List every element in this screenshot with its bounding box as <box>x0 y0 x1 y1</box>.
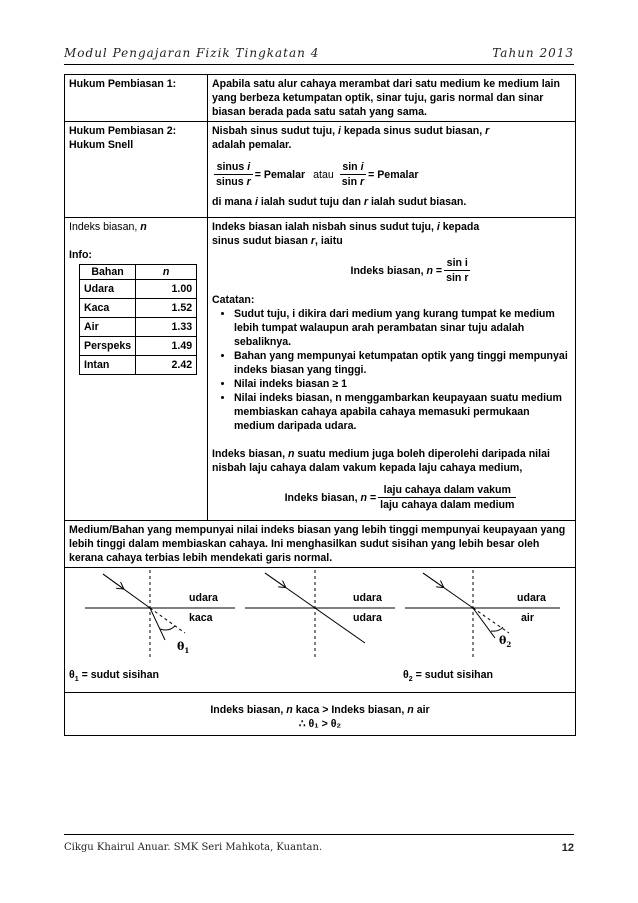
theta-1-label: $\theta_1$ <box>177 640 190 655</box>
diagram-udara-kaca <box>85 570 235 660</box>
caption-theta-2: $\theta_2$ = sudut sisihan <box>403 669 493 683</box>
row-summary <box>65 521 576 568</box>
conclusion-cell <box>65 693 576 736</box>
list-item: • Nilai indeks biasan, n menggambarkan keupayaan suatu medium membiaskan cahaya apabila cahaya memasuki permukaan medium daripada udara. <box>234 391 571 433</box>
label-udara-1: udara <box>189 592 218 604</box>
snell-fraction-1: $\frac{\text{sinus i}}{\text{sinus r}}$ <box>216 161 251 188</box>
row3-content: Indeks biasan ialah nisbah sinus sudut tuju, i kepada sinus sudut biasan r, iaitu Indeks biasan, n = $\frac{\text{sin i}}{\text{sin r}}$ Catatan: • Sudut tuju, i dikira dari medium yang kurang tumpat ke medium lebih tumpat walaupun arah perambatan sinar tuju adalah sebaliknya. • Bahan yang mempunyai ketumpatan optik yang tinggi mempunyai indeks biasan yang tinggi. • Nilai indeks biasan ≥ 1 • Nilai indeks biasan, n menggambarkan keupayaan suatu medium membiaskan cahaya apabila cahaya memasuki permukaan medium daripada udara. Indeks biasan, n suatu medium juga boleh diperolehi daripada nilai nisbah laju cahaya dalam vakum kepada laju cahaya medium, Indeks biasan, n = $\frac{\text{laju cahaya dalam vakum}}{\text{laju cahaya dalam medium}}$ <box>208 218 576 521</box>
label-udara-4: udara <box>517 592 546 604</box>
snell-note: di mana i ialah sudut tuju dan r ialah sudut biasan. <box>212 196 467 208</box>
laju-paragraph: Indeks biasan, n suatu medium juga boleh diperolehi daripada nilai nisbah laju cahaya dalam vakum kepada laju cahaya medium, <box>212 448 550 474</box>
label-kaca: kaca <box>189 612 213 624</box>
conclusion-line-2: ∴ θ₁ > θ₂ <box>298 718 342 730</box>
angle-arc <box>160 626 175 630</box>
snell-fraction-2: $\frac{\text{sin i}}{\text{sin r}}$ <box>341 161 365 188</box>
row2-content: Nisbah sinus sudut tuju, i kepada sinus sudut biasan, r adalah pemalar. $\frac{\text{sinus i}}{\text{sinus r}}$ = Pemalar atau $\frac{\text{sin i}}{\text{sin r}}$ = Pemalar di mana i ialah sudut tuju dan r ialah sudut biasan. <box>208 122 576 218</box>
indeks-equation: Indeks biasan, n = $\frac{\text{sin i}}{\text{sin r}}$ <box>350 257 469 284</box>
info-row: Air 1.33 <box>80 318 197 337</box>
laju-equation: Indeks biasan, n = $\frac{\text{laju cahaya dalam vakum}}{\text{laju cahaya dalam medium}}$ <box>284 484 515 511</box>
extension-line <box>150 608 185 633</box>
indeks-definition: Indeks biasan ialah nisbah sinus sudut tuju, i kepada <box>212 221 480 233</box>
extension-line <box>473 608 509 633</box>
list-item: • Sudut tuju, i dikira dari medium yang kurang tumpat ke medium lebih tumpat walaupun arah perambatan sinar tuju adalah sebaliknya. <box>234 307 571 349</box>
footer-divider <box>64 834 574 835</box>
snell-intro: Nisbah sinus sudut tuju, i kepada sinus sudut biasan, r <box>212 125 490 137</box>
info-title: Info: <box>69 249 92 261</box>
catatan-title: Catatan: <box>212 294 255 306</box>
catatan-list <box>212 307 571 433</box>
conclusion-line-1: Indeks biasan, n kaca > Indeks biasan, n air <box>210 704 430 716</box>
diagram-udara-air <box>405 570 560 660</box>
row-hukum-2 <box>65 122 576 218</box>
list-item: • Nilai indeks biasan ≥ 1 <box>234 377 571 391</box>
diagram-udara-udara <box>245 570 395 660</box>
label-udara-2: udara <box>353 592 382 604</box>
row2-label <box>65 122 208 218</box>
diagram-cell <box>65 568 576 693</box>
label-udara-3: udara <box>353 612 382 624</box>
header-divider <box>64 64 574 65</box>
refracted-ray <box>473 608 495 638</box>
row-diagrams <box>65 568 576 693</box>
footer-author: Cikgu Khairul Anuar. SMK Seri Mahkota, Kuantan. <box>64 842 323 853</box>
page-header <box>64 46 574 62</box>
header-year: Tahun 2013 <box>492 46 574 60</box>
snell-equations: $\frac{\text{sinus i}}{\text{sinus r}}$ = Pemalar atau $\frac{\text{sin i}}{\text{sin r}}$ = Pemalar <box>216 161 419 188</box>
caption-theta-1: $\theta_1$ = sudut sisihan <box>69 669 159 683</box>
content-table <box>64 74 576 736</box>
header-title: Modul Pengajaran Fizik Tingkatan 4 <box>64 46 320 60</box>
summary-text: Medium/Bahan yang mempunyai nilai indeks biasan yang lebih tinggi mempunyai keupayaan yang lebih tinggi dalam membiaskan cahaya. Ini menghasilkan sudut sisihan yang lebih besar oleh kerana cahaya terbias lebih mendekati garis normal. <box>65 521 576 568</box>
row3-label: Indeks biasan, n <box>69 221 147 233</box>
refraction-diagrams <box>65 568 575 692</box>
label-air: air <box>521 612 534 624</box>
row2-label-2: Hukum Snell <box>69 139 134 151</box>
row-hukum-1 <box>65 75 576 122</box>
page-footer <box>64 842 574 853</box>
row1-text: Apabila satu alur cahaya merambat dari satu medium ke medium lain yang berbeza ketumpatan optik, sinar tuju, garis normal dan sinar biasan berada pada satu satah yang sama. <box>208 75 576 122</box>
row3-left <box>65 218 208 521</box>
info-row: Kaca 1.52 <box>80 299 197 318</box>
info-row: Udara 1.00 <box>80 280 197 299</box>
row1-label: Hukum Pembiasan 1: <box>65 75 208 122</box>
info-table: Bahan n Udara 1.00 Kaca 1.52 Air 1.33 Perspeks 1.49 Intan 2.42 <box>79 264 197 375</box>
theta-2-label: $\theta_2$ <box>499 634 512 649</box>
list-item: • Bahan yang mempunyai ketumpatan optik yang tinggi mempunyai indeks biasan yang tinggi. <box>234 349 571 377</box>
page-number: 12 <box>561 842 574 854</box>
info-row: Intan 2.42 <box>80 356 197 375</box>
angle-arc <box>491 627 503 631</box>
info-row: Perspeks 1.49 <box>80 337 197 356</box>
row-conclusion <box>65 693 576 736</box>
row2-label-1: Hukum Pembiasan 2: <box>69 125 177 137</box>
row-indeks-biasan <box>65 218 576 521</box>
